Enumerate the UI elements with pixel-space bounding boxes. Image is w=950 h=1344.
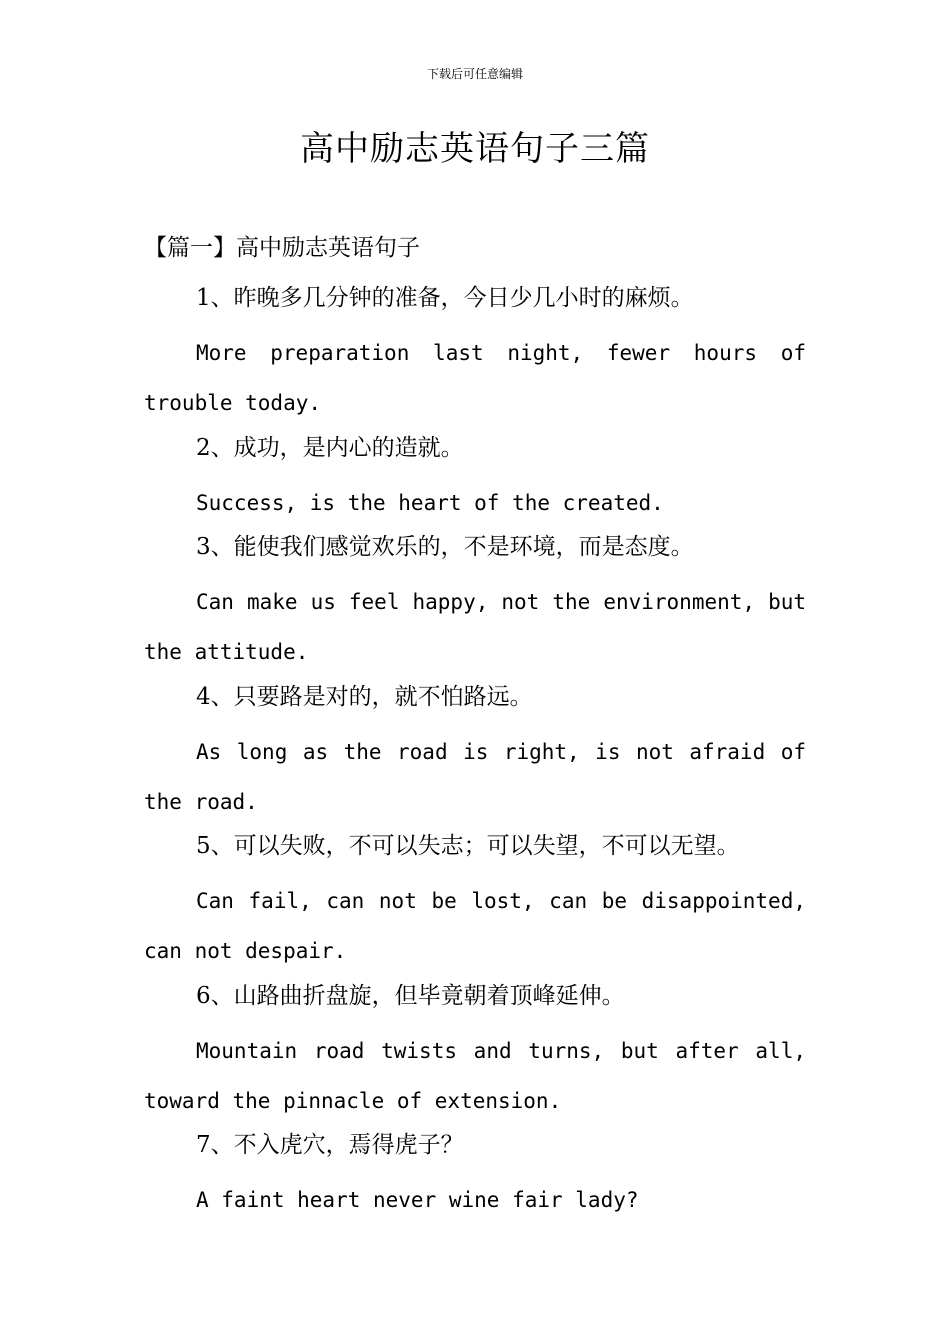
chinese-sentence: 3、能使我们感觉欢乐的，不是环境，而是态度。 (196, 534, 694, 560)
english-translation: Success, is the heart of the created. (196, 491, 664, 515)
english-translation: Mountain road twists and turns, but after all, toward the pinnacle of extension. (144, 1039, 806, 1113)
english-translation: Can make us feel happy, not the environment, but the attitude. (144, 590, 806, 664)
sentence-item-4 (144, 679, 806, 827)
english-translation: As long as the road is right, is not afraid of the road. (144, 740, 806, 814)
chinese-sentence: 7、不入虎穴，焉得虎子？ (196, 1132, 464, 1158)
sentence-item-5 (144, 828, 806, 976)
section-heading: 【篇一】高中励志英语句子 (144, 235, 420, 261)
document-title: 高中励志英语句子三篇 (300, 129, 650, 169)
sentence-item-2 (144, 430, 806, 529)
sentence-item-1 (144, 280, 806, 428)
chinese-sentence: 1、昨晚多几分钟的准备，今日少几小时的麻烦。 (196, 285, 694, 311)
english-translation: A faint heart never wine fair lady? (196, 1188, 639, 1212)
chinese-sentence: 5、可以失败，不可以失志；可以失望，不可以无望。 (196, 833, 740, 859)
chinese-sentence: 4、只要路是对的，就不怕路远。 (196, 684, 533, 710)
chinese-sentence: 6、山路曲折盘旋，但毕竟朝着顶峰延伸。 (196, 983, 625, 1009)
header-note: 下载后可任意编辑 (426, 67, 523, 81)
sentence-item-3 (144, 529, 806, 677)
sentence-item-7 (144, 1127, 806, 1226)
sentence-item-6 (144, 978, 806, 1126)
english-translation: Can fail, can not be lost, can be disappointed, can not despair. (144, 889, 806, 963)
english-translation: More preparation last night, fewer hours of trouble today. (144, 341, 806, 415)
chinese-sentence: 2、成功，是内心的造就。 (196, 435, 464, 461)
